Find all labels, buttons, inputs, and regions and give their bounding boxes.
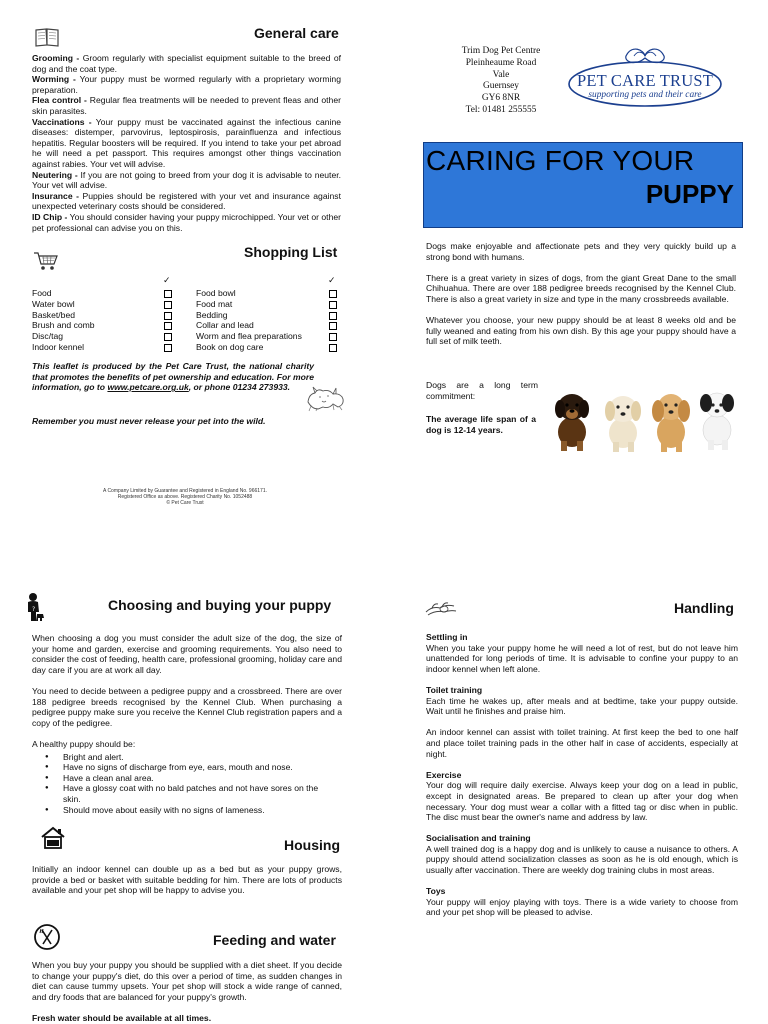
shopping-item: Collar and lead [196, 320, 254, 331]
cover-title-box [423, 142, 743, 228]
shopping-row [32, 299, 342, 310]
shopping-item: Food bowl [196, 288, 236, 298]
shopping-row [32, 320, 342, 331]
cutlery-icon [33, 923, 61, 951]
general-care-item: Neutering - If you are not going to breed from your dog it is advisable to neuter. Your vet will advise. [32, 169, 341, 191]
checkbox[interactable] [164, 301, 172, 309]
handling-paragraph: A well trained dog is a happy dog and is unlikely to cause a nuisance to others. A puppy should attend socialization classes as soon as he is old enough, which is usually after vaccination. There are weekly dog training clubs in most areas. [426, 843, 738, 876]
checkbox[interactable] [164, 344, 172, 352]
shopping-item: Bedding [196, 309, 228, 320]
choosing-paragraph: When choosing a dog you must consider the adult size of the dog, the size of your home and garden, exercise and grooming requirements. You also need to consider the cost of feeding, health care, professional grooming, holiday care and day care if you are at work all day. [32, 633, 342, 675]
checkbox[interactable] [329, 301, 337, 309]
person-dog-icon [24, 592, 46, 622]
general-care-item: Flea control - Regular flea treatments will be needed to prevent fleas and other skin parasites. [32, 95, 341, 116]
checkbox[interactable] [329, 333, 337, 341]
housing-paragraph: Initially an indoor kennel can double up as a bed but as your puppy grows, provide a bed or basket with suitable bedding for him. There are lots of products available and your pet shop will be happy to advise you. [32, 864, 342, 896]
healthy-list [32, 752, 342, 816]
general-care-item: Vaccinations - Your puppy must be vaccinated against the infectious canine diseases: distemper, parvovirus, leptospirosis, parainfluenza and infectious hepatitis. Regular boosters will be required. If you intend to take your pet abroad he will need a pet passport. This requires amongst other things vaccination against rabies. Your vet will advise. [32, 116, 341, 169]
list-item: ● Bright and alert. [32, 752, 342, 763]
general-care-item: Worming - Your puppy must be wormed regularly with a proprietary worming preparation. [32, 74, 341, 95]
shopping-row [32, 331, 342, 342]
general-care-body [32, 53, 341, 233]
list-item: ● Have a clean anal area. [32, 773, 342, 784]
svg-text:?: ? [32, 606, 36, 613]
house-icon [40, 826, 66, 850]
dog-sketch-icon [303, 382, 347, 412]
feeding-paragraph: When you buy your puppy you should be supplied with a diet sheet. If you decide to change your puppy's diet, do this over a period of time, as sudden changes in diet can cause tummy upsets. Your pet shop will stock a wide range of canned, and dry foods that are balanced for your puppy's growth. [32, 960, 342, 1002]
general-care-title: General care [254, 25, 339, 41]
checkbox[interactable] [329, 312, 337, 320]
healthy-heading: A healthy puppy should be: [32, 738, 136, 749]
subheading: Socialisation and training [426, 833, 531, 844]
shopping-row [32, 288, 342, 299]
shopping-item: Brush and comb [32, 320, 95, 331]
intro-text [426, 241, 736, 358]
handling-paragraph: When you take your puppy home he will need a lot of rest, but do not leave him unattended for long periods of time. It is advisable to confine your puppy to an indoor kennel when left alone. [426, 642, 738, 674]
choosing-body [32, 633, 342, 815]
handling-title: Handling [674, 600, 734, 616]
subheading: Exercise [426, 769, 462, 780]
leaflet-info: This leaflet is produced by the Pet Care Trust, the national charity that promotes the benefits of pet ownership and education. For more information, go to www.petcare.org.uk, or phone 01234 273933. [32, 361, 314, 393]
handling-paragraph: Each time he wakes up, after meals and at bedtime, take your puppy outside. Wait until he finishes and praise him. [426, 695, 738, 717]
check-mark: ✓ [163, 275, 171, 285]
shopping-item: Disc/tag [32, 331, 64, 342]
checkbox[interactable] [164, 312, 172, 320]
handling-body [426, 632, 738, 918]
remember-note: Remember you must never release your pet into the wild. [32, 416, 266, 426]
general-care-item: Insurance - Puppies should be registered with your vet and insurance against unexpected veterinary costs should be considered. [32, 190, 341, 212]
housing-title: Housing [284, 837, 340, 853]
checkbox[interactable] [164, 333, 172, 341]
shopping-list-title: Shopping List [244, 244, 338, 260]
intro-paragraph: Dogs make enjoyable and affectionate pets and they very quickly build up a strong bond with humans. [426, 241, 736, 262]
shopping-item: Worm and flea preparations [196, 331, 302, 342]
logo-tagline: supporting pets and their care [588, 90, 702, 100]
lifespan-text: The average life span of a dog is 12-14 years. [426, 414, 536, 435]
subheading: Toilet training [426, 684, 483, 695]
shopping-row [32, 310, 342, 321]
checkbox[interactable] [329, 344, 337, 352]
shopping-list-table [32, 288, 342, 353]
handling-paragraph: An indoor kennel can assist with toilet training. At first keep the bed to one half and place toilet training pads in the other half in case of accidents, especially at night. [426, 727, 738, 759]
list-item: ● Should move about easily with no signs of lameness. [32, 805, 342, 816]
shopping-item: Book on dog care [196, 341, 264, 352]
handling-paragraph: Your dog will require daily exercise. Always keep your dog on a lead in public, except in designated areas. Be prepared to clean up after your dog when necessary. Your dog must wear a collar with a fitted tag or disc when in public. The disc must bear the owner's name and address by law. [426, 780, 738, 823]
feeding-body [32, 960, 342, 1024]
subheading: Toys [426, 886, 446, 897]
general-care-item: Grooming - Groom regularly with specialist equipment suitable to the breed of dog and the coat type. [32, 53, 341, 74]
checkbox[interactable] [329, 322, 337, 330]
pet-care-trust-logo [566, 42, 724, 110]
shopping-cart-icon [33, 250, 59, 272]
intro-paragraph: There is a great variety in sizes of dogs, from the giant Great Dane to the small Chihuahua. There are over 188 pedigree breeds recognised by the Kennel Club. There is also a great variety in size and type in the many crossbreeds available. [426, 272, 736, 304]
checkbox[interactable] [164, 290, 172, 298]
logo-name: PET CARE TRUST [576, 71, 714, 90]
commitment-text: Dogs are a long term commitment: [426, 380, 538, 401]
intro-paragraph: Whatever you choose, your new puppy should be at least 8 weeks old and be fully weaned and eating from his own dish. By this age your puppy should have a full set of milk teeth. [426, 315, 736, 347]
fresh-water-note: Fresh water should be available at all times. [32, 1012, 212, 1023]
housing-body [32, 864, 342, 896]
general-care-item: ID Chip - You should consider having your puppy microchipped. Your vet or other pet professional can advise you on this. [32, 211, 341, 233]
list-item: ● Have no signs of discharge from eye, ears, mouth and nose. [32, 762, 342, 773]
subheading: Settling in [426, 632, 468, 642]
checkbox[interactable] [329, 290, 337, 298]
shopping-row [32, 342, 342, 353]
check-mark: ✓ [328, 275, 336, 285]
centre-address: Trim Dog Pet Centre Pleinheaume Road Vale Guernsey GY6 8NR Tel: 01481 255555 [461, 46, 541, 115]
puppies-photo [545, 385, 741, 455]
petcare-link[interactable]: www.petcare.org.uk [107, 382, 189, 393]
shopping-item: Food [32, 288, 52, 298]
shopping-item: Water bowl [32, 298, 75, 309]
cover-title-line2: PUPPY [645, 179, 734, 209]
shopping-item: Food mat [196, 298, 233, 309]
choosing-paragraph: You need to decide between a pedigree puppy and a crossbreed. There are over 188 pedigree breeds recognised by the Kennel Club. When purchasing a pedigree puppy make sure you receive the Kennel Club registration papers and a copy of the pedigree. [32, 685, 342, 728]
checkbox[interactable] [164, 322, 172, 330]
list-item: ● Have a glossy coat with no bald patches and not have sores on the skin. [32, 783, 342, 804]
feeding-title: Feeding and water [213, 932, 336, 948]
shopping-item: Basket/bed [32, 309, 75, 320]
choosing-title: Choosing and buying your puppy [108, 597, 332, 613]
company-footer: A Company Limited by Guarantee and Registered in England No. 966171. Registered Office as above. Registered Charity No. 1052488 © Pet Care Trust [103, 488, 267, 506]
handling-paragraph: Your puppy will enjoy playing with toys. There is a wide variety to choose from and your pet shop will be pleased to advise. [426, 896, 738, 918]
cover-title-line1: CARING FOR YOUR [426, 145, 695, 176]
shopping-item: Indoor kennel [32, 341, 85, 352]
hands-icon [424, 598, 458, 620]
book-icon [34, 26, 60, 48]
